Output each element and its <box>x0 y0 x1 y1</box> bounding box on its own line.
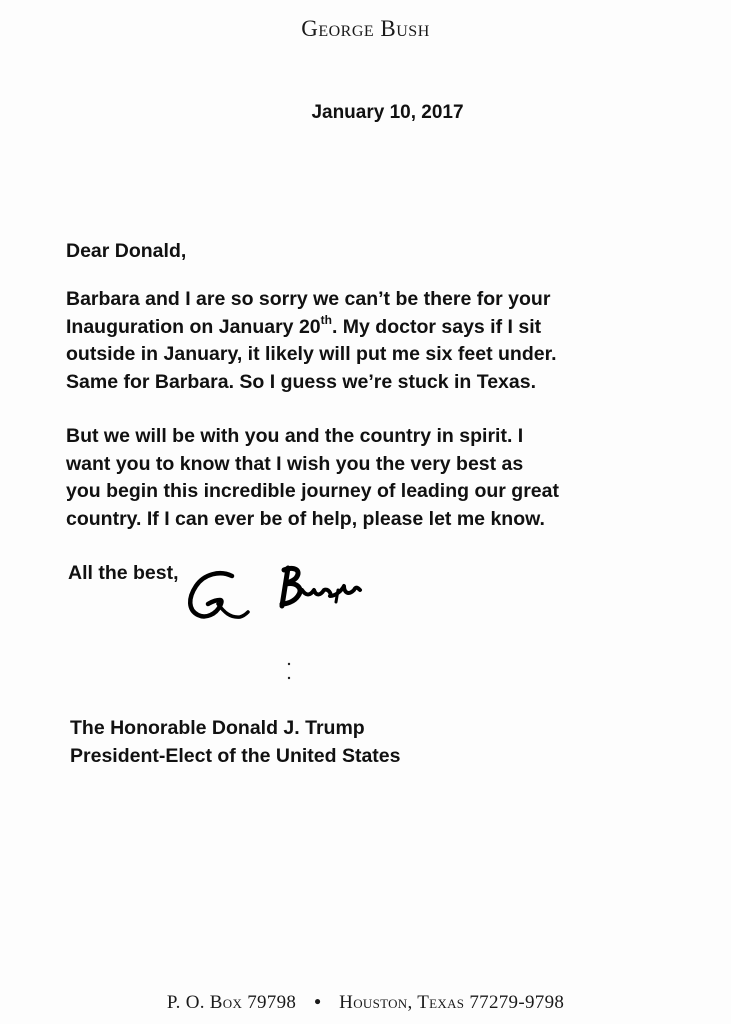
recipient-block <box>70 714 400 770</box>
paragraph-1-line-2-start: Inauguration on January 20 <box>66 315 321 338</box>
letterhead-name: George Bush <box>301 16 430 41</box>
recipient-title: President-Elect of the United States <box>70 745 401 767</box>
footer-separator: • <box>314 992 322 1013</box>
ordinal-superscript: th <box>320 312 332 327</box>
paragraph-1-line-2-end: . My doctor says if I sit <box>331 315 542 338</box>
paragraph-2-line-4: country. If I can ever be of help, please let me know. <box>66 507 545 530</box>
footer-address <box>0 992 731 1014</box>
paragraph-2 <box>66 423 686 533</box>
letter-date: January 10, 2017 <box>311 102 464 123</box>
paragraph-1-line-3: outside in January, it likely will put me six feet under. <box>66 343 557 365</box>
salutation: Dear Donald, <box>66 240 187 262</box>
ink-dots <box>286 660 292 684</box>
paragraph-1-line-1: Barbara and I are so sorry we can’t be there for your <box>66 288 551 310</box>
closing: All the best, <box>68 562 179 584</box>
paragraph-2-line-3: you begin this incredible journey of leading our great <box>66 480 559 502</box>
paragraph-2-line-1: But we will be with you and the country in spirit. I <box>66 425 524 447</box>
paragraph-1 <box>66 286 686 396</box>
recipient-name: The Honorable Donald J. Trump <box>70 717 365 739</box>
handwritten-signature <box>180 560 390 630</box>
paragraph-1-line-4: Same for Barbara. So I guess we’re stuck in Texas. <box>66 370 536 393</box>
footer-city: Houston, Texas 77279-9798 <box>339 992 565 1013</box>
paragraph-1-line-2 <box>66 314 686 342</box>
footer-po-box: P. O. Box 79798 <box>166 992 297 1013</box>
paragraph-2-line-2: want you to know that I wish you the very best as <box>66 452 524 475</box>
